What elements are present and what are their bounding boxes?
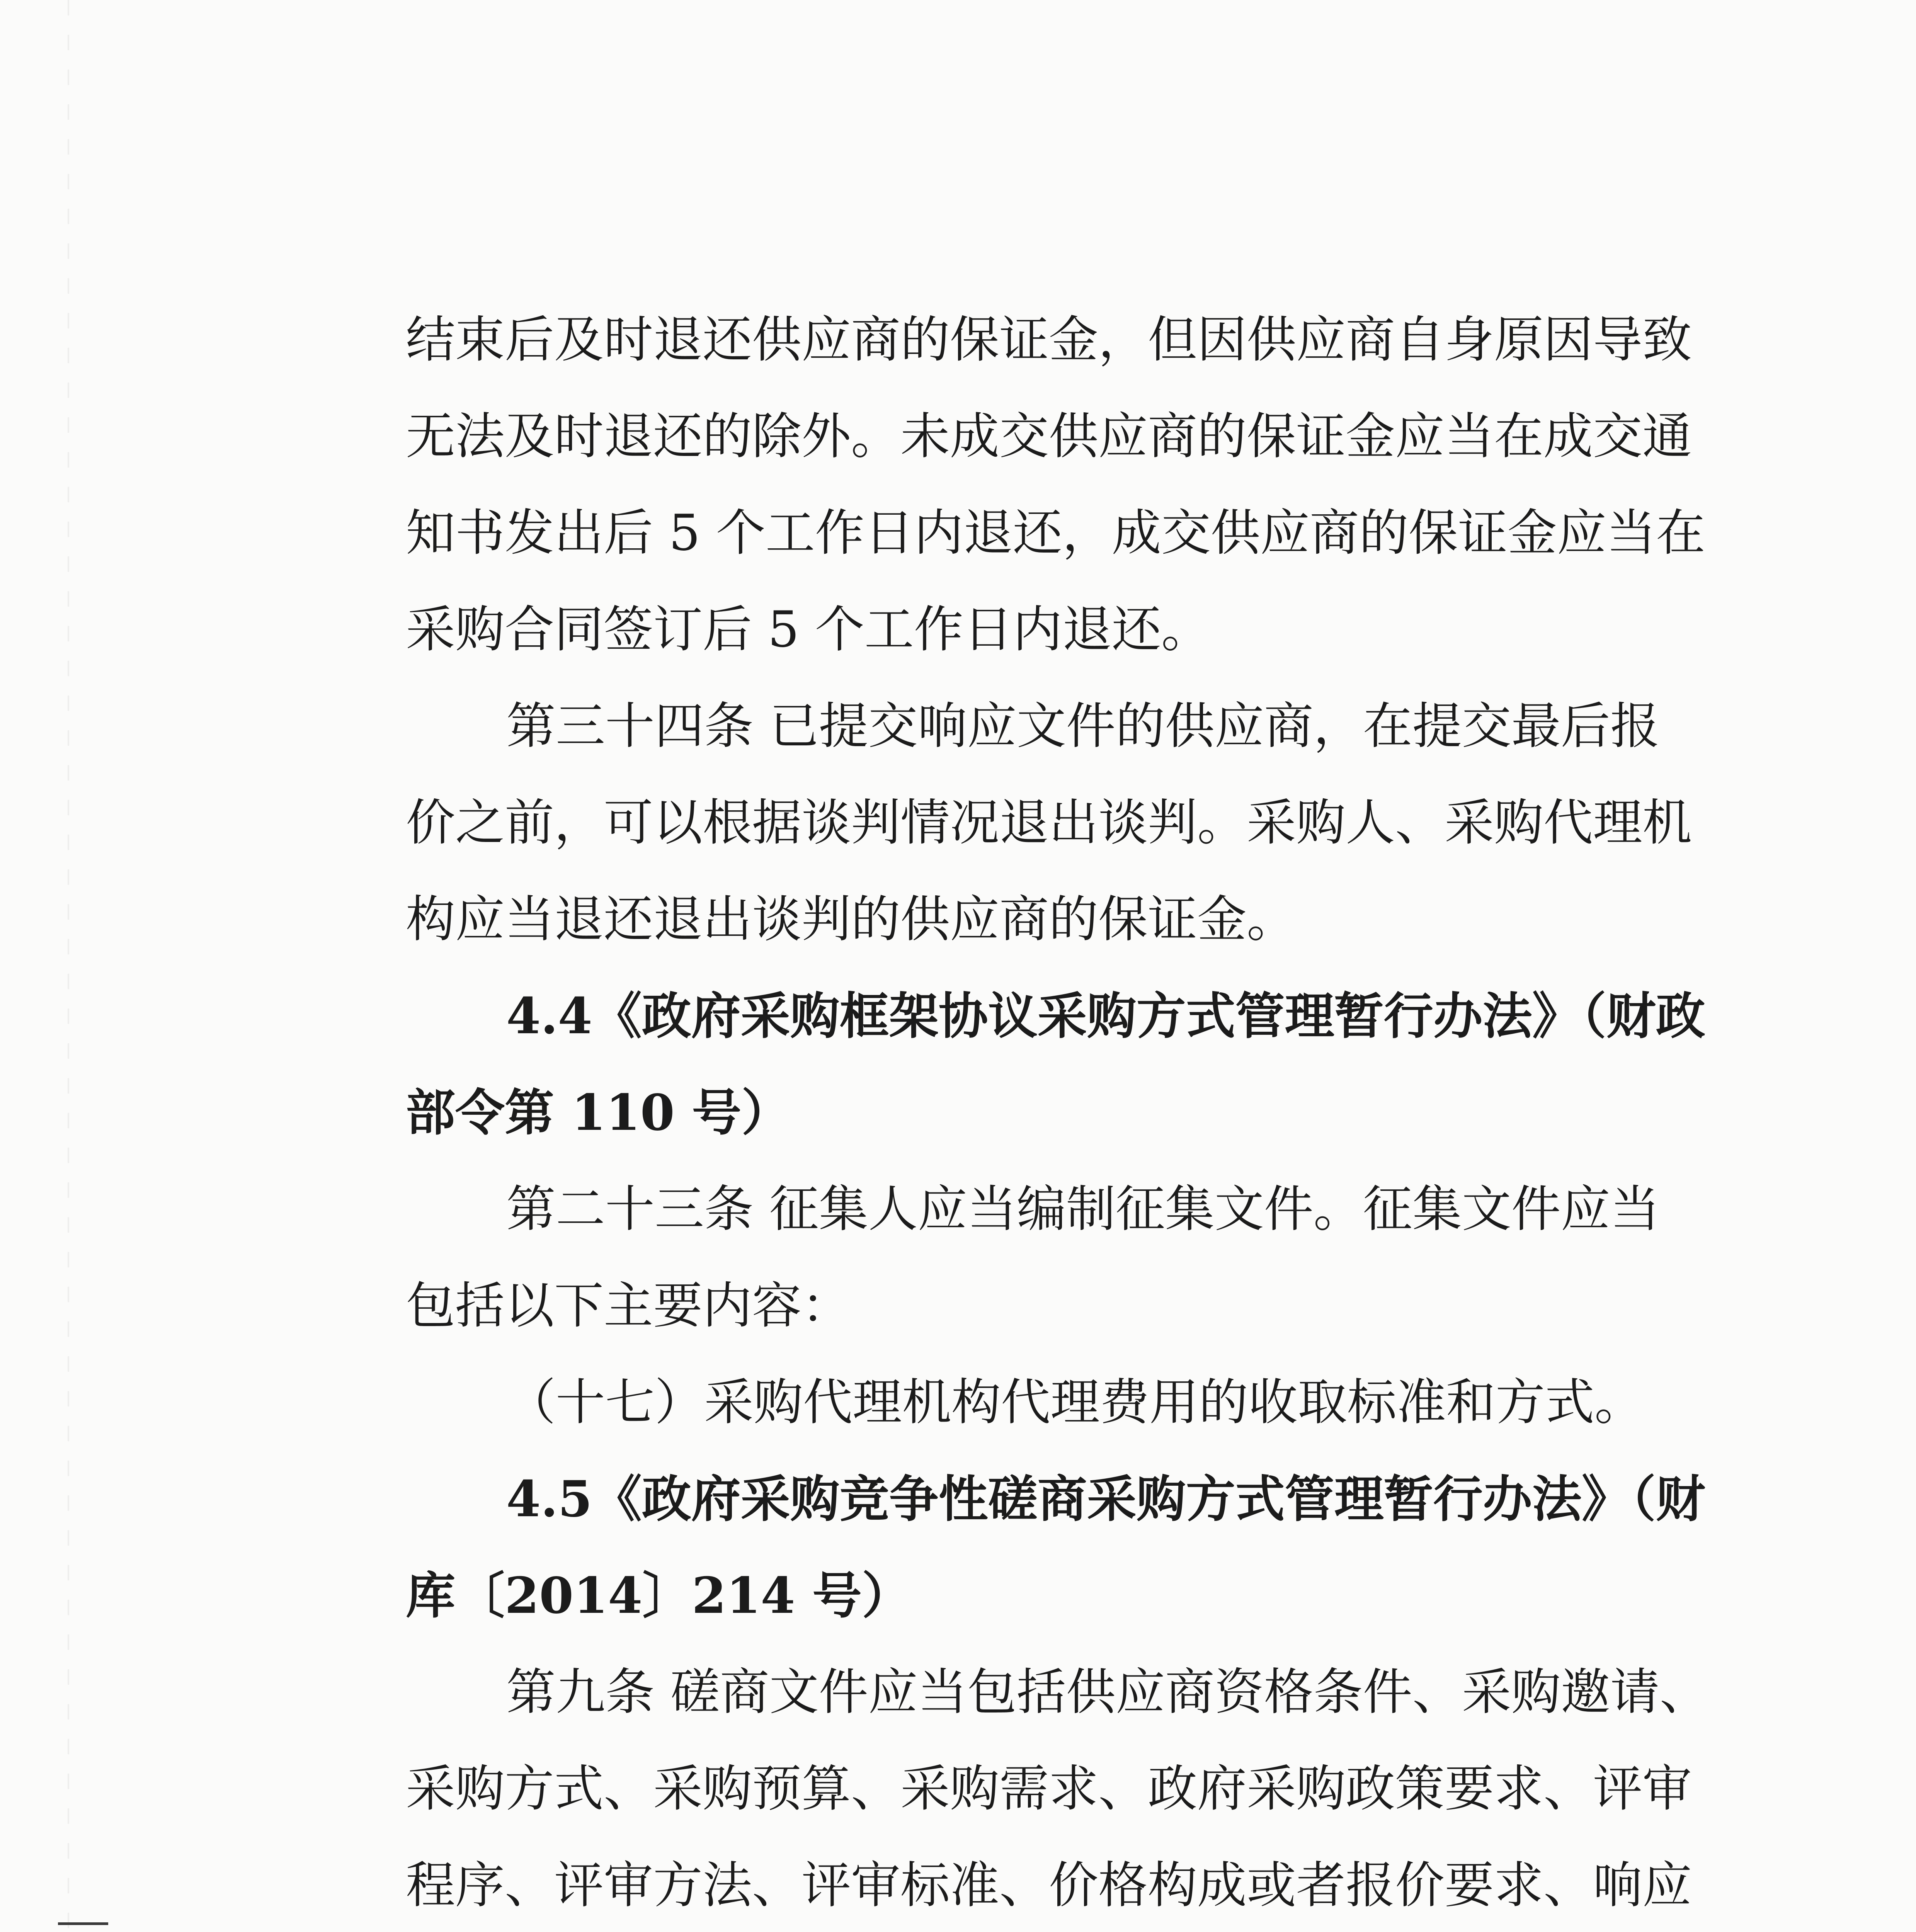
text-line: 无法及时退还的除外。未成交供应商的保证金应当在成交通 <box>406 408 1692 465</box>
section-heading-4-4-cont: 部令第 110 号） <box>406 1084 791 1142</box>
text-line: 程序、评审方法、评审标准、价格构成或者报价要求、响应 <box>406 1857 1692 1914</box>
text-line: 构应当退还退出谈判的供应商的保证金。 <box>406 891 1297 948</box>
text-line: 包括以下主要内容： <box>406 1277 851 1335</box>
text-line: 知书发出后 5 个工作日内退还，成交供应商的保证金应当在 <box>406 504 1705 562</box>
text-line: 结束后及时退还供应商的保证金，但因供应商自身原因导致 <box>406 311 1692 369</box>
section-heading-4-4: 4.4《政府采购框架协议采购方式管理暂行办法》（财政 <box>506 987 1705 1045</box>
article-9-first-line: 第九条 磋商文件应当包括供应商资格条件、采购邀请、 <box>506 1663 1709 1721</box>
text-line: 价之前，可以根据谈判情况退出谈判。采购人、采购代理机 <box>406 794 1692 852</box>
text-line: 采购合同签订后 5 个工作日内退还。 <box>406 601 1211 658</box>
item-17-line: （十七）采购代理机构代理费用的收取标准和方式。 <box>506 1374 1644 1431</box>
article-34-first-line: 第三十四条 已提交响应文件的供应商，在提交最后报 <box>506 697 1660 755</box>
section-heading-4-5: 4.5《政府采购竞争性磋商采购方式管理暂行办法》（财 <box>506 1470 1705 1528</box>
article-23-first-line: 第二十三条 征集人应当编制征集文件。征集文件应当 <box>506 1180 1660 1238</box>
text-line: 采购方式、采购预算、采购需求、政府采购政策要求、评审 <box>406 1760 1692 1818</box>
margin-tick-mark <box>58 1922 108 1925</box>
section-heading-4-5-cont: 库〔2014〕214 号） <box>406 1567 911 1625</box>
binding-shadow <box>68 0 69 1932</box>
